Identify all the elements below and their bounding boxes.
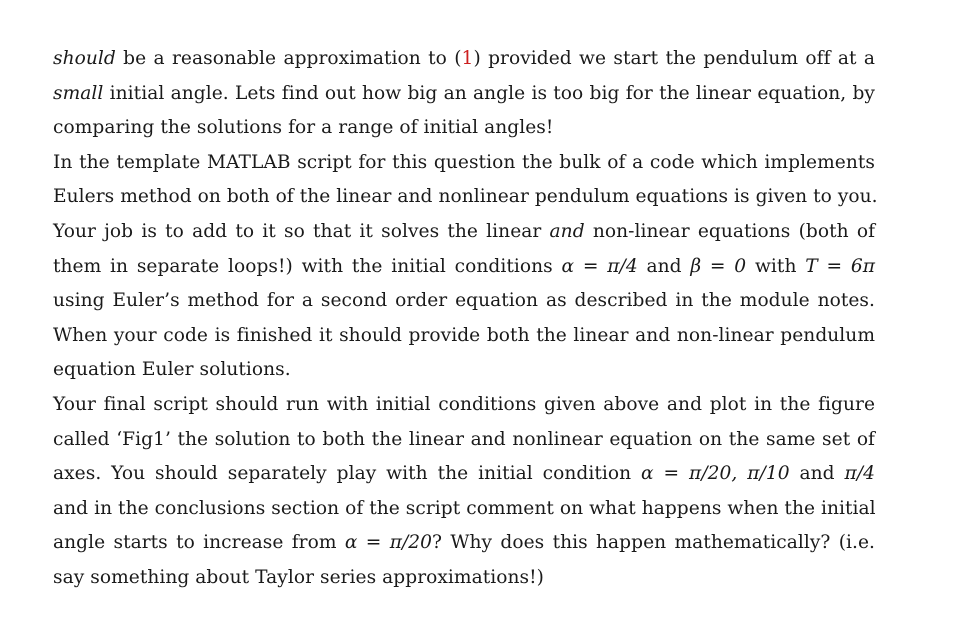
text-span: ? Why does this happen mathematically? (i.e. <box>432 532 875 554</box>
emphasis-text: small <box>53 82 104 104</box>
text-line <box>53 180 878 215</box>
text-span: be a reasonable approximation to ( <box>115 48 462 69</box>
text-span: non-linear equations (both of <box>584 220 875 242</box>
text-line <box>53 77 875 112</box>
paragraph-3 <box>53 388 875 596</box>
math-expression: α = π/4 <box>561 255 638 277</box>
text-span: Your final script should run with initial conditions given above and plot in the figure <box>53 393 875 415</box>
text-span: angle starts to increase from <box>53 532 345 554</box>
text-line <box>53 250 875 285</box>
text-span: initial angle. Lets find out how big an angle is too big for the linear equation, by <box>103 82 875 104</box>
text-span: and <box>789 463 845 485</box>
text-line <box>53 492 875 527</box>
paragraph-1 <box>53 42 875 146</box>
text-span: When your code is finished it should provide both the linear and non-linear pendulum <box>53 324 875 346</box>
text-span: and <box>637 255 691 277</box>
math-expression: α = π/20 <box>344 532 433 554</box>
text-span: and in the conclusions section of the script comment on what happens when the initial <box>53 497 876 519</box>
text-line <box>53 42 875 77</box>
math-expression: π/4 <box>844 463 875 485</box>
text-span: say something about Taylor series approximations!) <box>53 566 544 588</box>
text-line <box>53 353 875 388</box>
text-span: using Euler’s method for a second order equation as described in the module notes. <box>53 290 875 312</box>
paragraph-2 <box>53 146 878 388</box>
text-line <box>53 111 875 146</box>
text-line <box>53 561 875 596</box>
text-line <box>53 526 875 561</box>
text-span: Your job is to add to it so that it solves the linear <box>53 220 550 242</box>
emphasis-text: should <box>53 48 116 69</box>
equation-reference-link[interactable]: 1 <box>461 48 474 69</box>
text-line <box>53 284 875 319</box>
text-line <box>53 319 875 354</box>
text-line <box>53 388 875 423</box>
text-span: comparing the solutions for a range of initial angles! <box>53 117 554 139</box>
text-span: called ‘Fig1’ the solution to both the linear and nonlinear equation on the same set of <box>53 428 875 450</box>
text-span: In the template MATLAB script for this question the bulk of a code which implements <box>53 151 875 173</box>
emphasis-text: and <box>549 220 585 242</box>
text-span: axes. You should separately play with the initial condition <box>53 463 642 485</box>
math-expression: T = 6π <box>805 255 876 277</box>
math-expression: β = 0 <box>690 255 747 277</box>
text-line <box>53 215 875 250</box>
text-span: them in separate loops!) with the initial conditions <box>53 255 562 277</box>
text-span: with <box>746 255 806 277</box>
math-expression: α = π/20, π/10 <box>641 463 790 485</box>
text-line <box>53 423 875 458</box>
text-span: ) provided we start the pendulum off at a <box>473 48 875 69</box>
document-body <box>53 42 878 596</box>
text-span: equation Euler solutions. <box>53 359 291 381</box>
text-line <box>53 146 875 181</box>
cropped-next-heading <box>53 630 113 638</box>
text-line <box>53 457 875 492</box>
text-span: Eulers method on both of the linear and nonlinear pendulum equations is given to you. <box>53 186 878 208</box>
